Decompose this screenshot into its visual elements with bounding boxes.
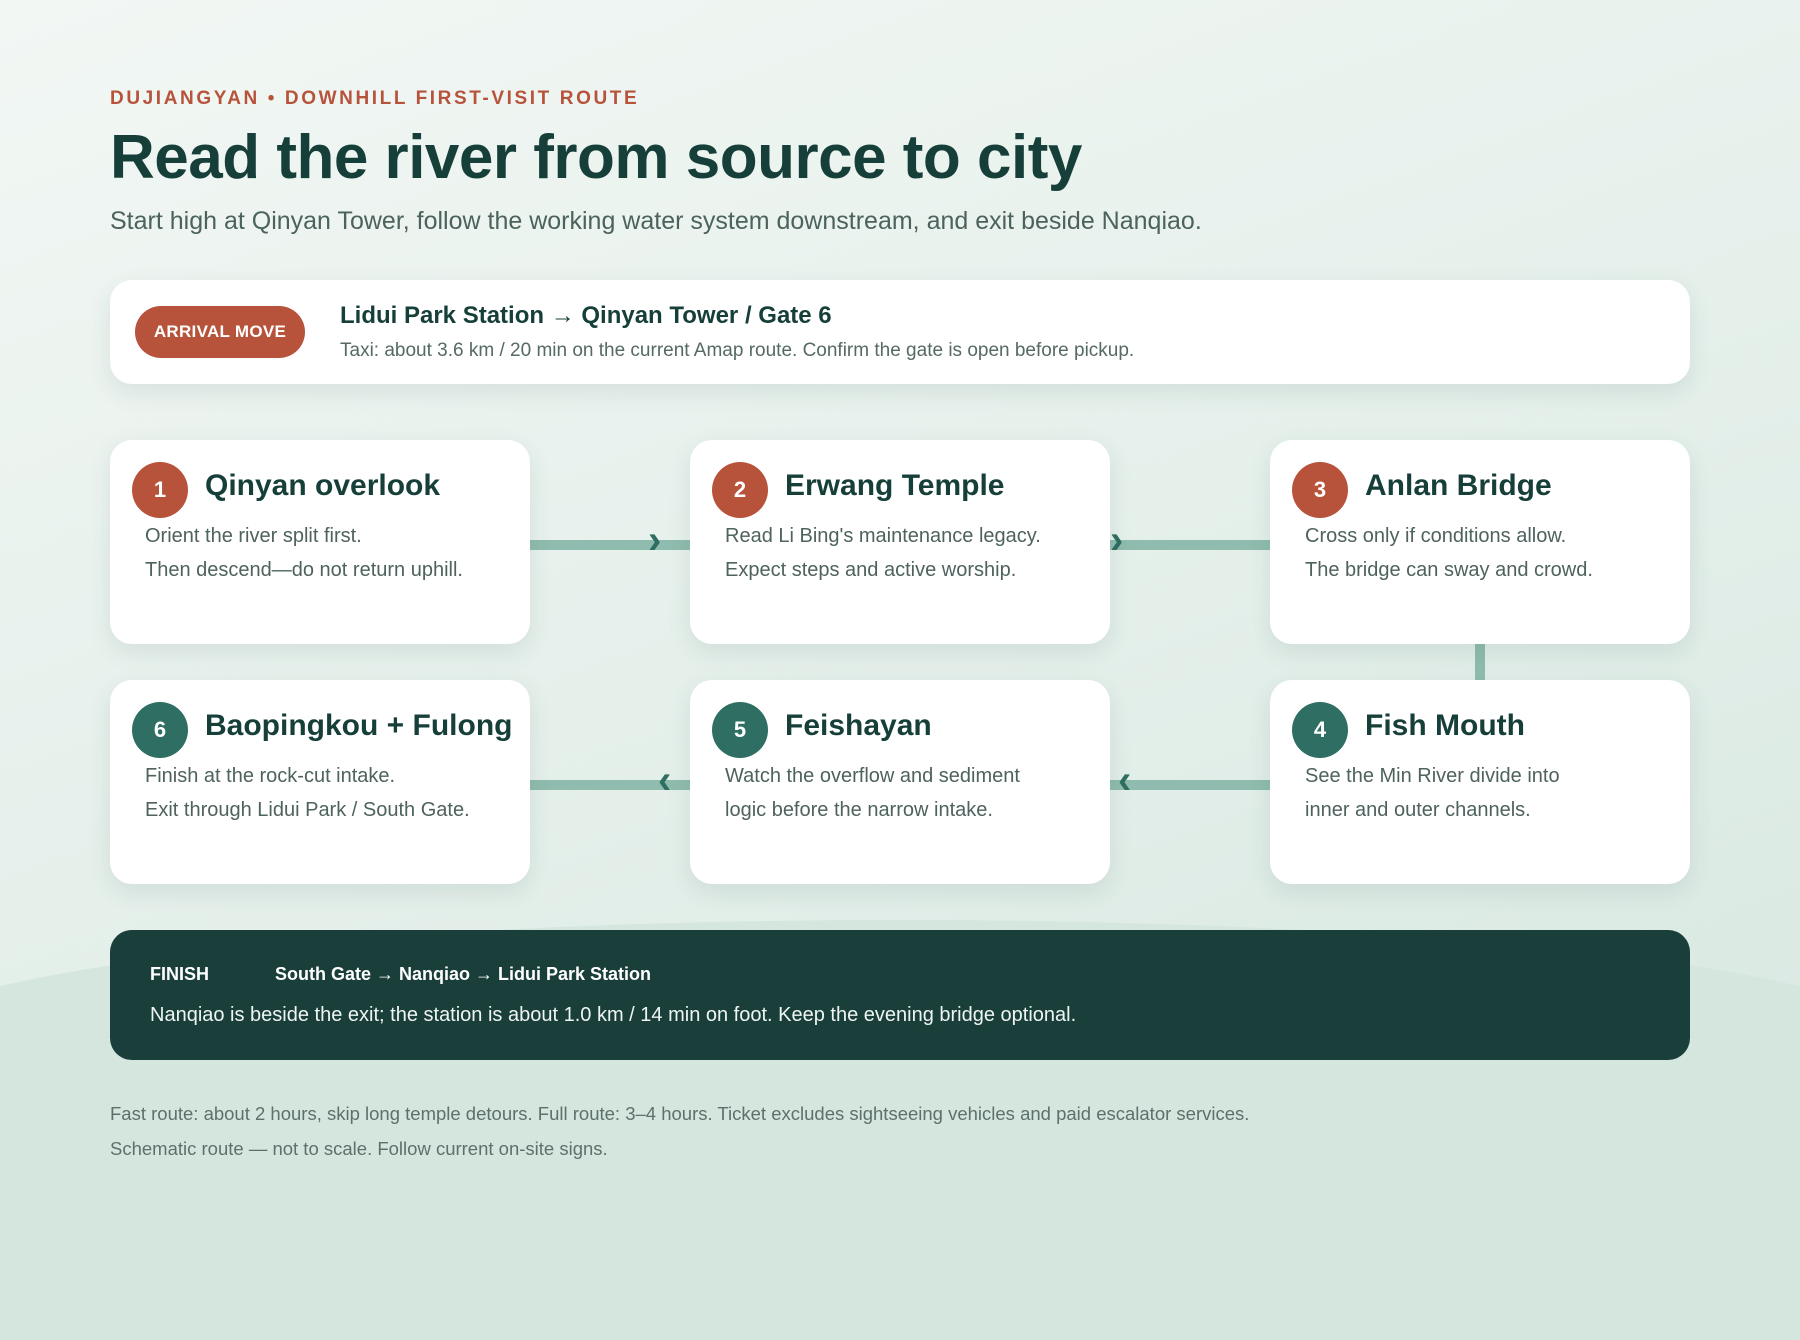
arrival-route: Lidui Park Station → Qinyan Tower / Gate 6 (340, 302, 832, 329)
stop-title: Erwang Temple (785, 469, 1005, 502)
arrow-left-icon: ‹ (1118, 758, 1132, 802)
arrival-detail: Taxi: about 3.6 km / 20 min on the current Amap route. Confirm the gate is open before pickup. (340, 340, 1135, 361)
stop-number-badge: 4 (1292, 702, 1348, 758)
stop-number-badge: 1 (132, 462, 188, 518)
stop-card-3 (1270, 440, 1690, 644)
arrow-left-icon: ‹ (658, 758, 672, 802)
stop-number-badge: 2 (712, 462, 768, 518)
stop-title: Anlan Bridge (1365, 469, 1552, 502)
connector-4-5 (1110, 780, 1270, 790)
stop-number-badge: 6 (132, 702, 188, 758)
stop-description-line: Expect steps and active worship. (725, 559, 1017, 581)
finish-label: FINISH (150, 964, 210, 984)
finish-route: South Gate → Nanqiao → Lidui Park Station (275, 964, 652, 984)
stop-description-line: Then descend—do not return uphill. (145, 559, 463, 581)
page-title: Read the river from source to city (110, 123, 1082, 192)
stop-title: Fish Mouth (1365, 709, 1525, 742)
stop-card-5 (690, 680, 1110, 884)
page-subtitle: Start high at Qinyan Tower, follow the working water system downstream, and exit beside Nanqiao. (110, 207, 1202, 235)
footnote-duration: Fast route: about 2 hours, skip long temple detours. Full route: 3–4 hours. Ticket excludes sightseeing vehicles and paid escalator services. (110, 1103, 1250, 1124)
connector-3-4 (1475, 643, 1485, 681)
stop-description-line: Cross only if conditions allow. (1305, 525, 1567, 547)
stop-description-line: Finish at the rock-cut intake. (145, 765, 396, 787)
stop-description-line: The bridge can sway and crowd. (1305, 559, 1593, 581)
connector-2-3 (1110, 540, 1270, 550)
stop-title: Baopingkou + Fulong (205, 709, 513, 742)
stop-description-line: Orient the river split first. (145, 525, 362, 547)
finish-panel (110, 930, 1690, 1060)
stop-number-badge: 5 (712, 702, 768, 758)
stop-number-badge: 3 (1292, 462, 1348, 518)
eyebrow-label: DUJIANGYAN • DOWNHILL FIRST-VISIT ROUTE (110, 88, 640, 109)
finish-detail: Nanqiao is beside the exit; the station is about 1.0 km / 14 min on foot. Keep the evening bridge optional. (150, 1004, 1077, 1026)
arrow-right-icon: › (648, 518, 662, 562)
stop-description-line: Exit through Lidui Park / South Gate. (145, 799, 470, 821)
footnote-schematic: Schematic route — not to scale. Follow current on-site signs. (110, 1138, 608, 1159)
stop-card-6 (110, 680, 530, 884)
stop-description-line: Watch the overflow and sediment (725, 765, 1020, 787)
stop-title: Feishayan (785, 709, 932, 742)
stop-title: Qinyan overlook (205, 469, 441, 502)
stop-card-1 (110, 440, 530, 644)
stop-description-line: Read Li Bing's maintenance legacy. (725, 525, 1041, 547)
stop-card-2 (690, 440, 1110, 644)
stop-card-4 (1270, 680, 1690, 884)
stop-description-line: See the Min River divide into (1305, 765, 1560, 787)
arrival-badge: ARRIVAL MOVE (135, 306, 305, 358)
arrival-panel (110, 280, 1690, 384)
stop-description-line: inner and outer channels. (1305, 799, 1531, 821)
arrow-right-icon: › (1110, 518, 1124, 562)
stop-description-line: logic before the narrow intake. (725, 799, 993, 821)
connector-1-2 (530, 540, 690, 550)
